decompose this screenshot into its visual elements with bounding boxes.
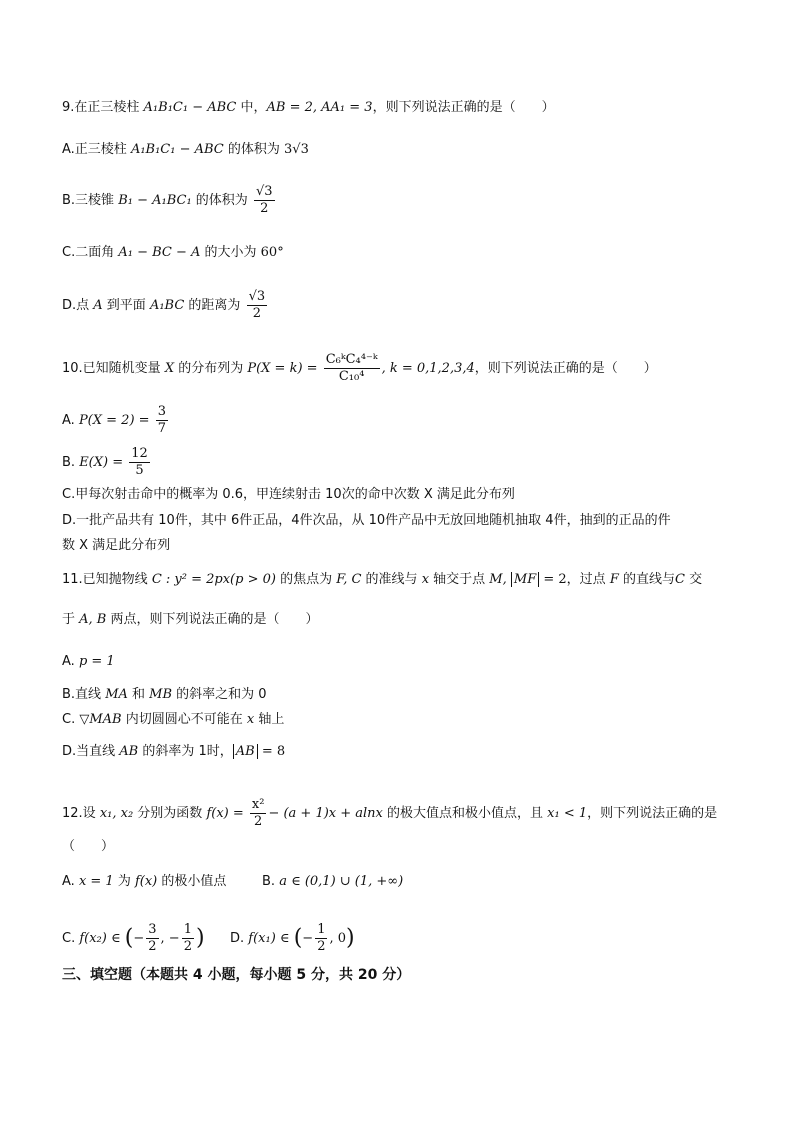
q9-option-d (62, 289, 269, 322)
q9-d-plane: A₁BC (149, 298, 185, 313)
q12-d-comma: , (329, 931, 338, 946)
q9-option-a (62, 141, 309, 159)
q9-a-prism: A₁B₁C₁ − ABC (130, 142, 224, 157)
q10-option-d-line1: D.一批产品共有 10件，其中 6件正品，4件次品，从 10件产品中无放回地随机抽取 4件，抽到的正品的件 (62, 513, 671, 528)
q9-b-label: B.三棱锥 (62, 193, 119, 208)
q11-text5: ，过点 (566, 572, 610, 587)
q9-option-b (62, 184, 277, 217)
q11-b-text: 和 (127, 687, 150, 702)
q11-eq2: = 2 (539, 572, 567, 587)
q9-c-label: C.二面角 (62, 245, 119, 260)
q12-c-d2: 2 (183, 939, 192, 954)
q10-stem (62, 352, 657, 385)
q9-d-num: √3 (248, 289, 266, 304)
q12-fraction (250, 797, 267, 830)
q11-a-label: A. (62, 654, 79, 669)
q9-d-text2: 的距离为 (184, 298, 241, 313)
q12-d-zero: 0 (337, 931, 347, 946)
q11-option-a (62, 653, 115, 671)
q12-num: x² (251, 797, 265, 812)
q12-c-n2: 1 (183, 922, 192, 937)
q11-text9: 两点，则下列说法正确的是（ ） (106, 612, 319, 627)
q10-b-fraction (129, 446, 150, 479)
q9-d-point: A (93, 298, 103, 313)
q12-d-d1: 2 (317, 939, 326, 954)
q10-stem-text2: 的分布列为 (174, 361, 248, 376)
q12-c-comma: , − (160, 931, 180, 946)
q9-a-label: A.正三棱柱 (62, 142, 131, 157)
q11-b-ma: MA (105, 687, 128, 702)
q10-option-a (62, 404, 170, 437)
q10-a-expr: P(X = 2) = (78, 413, 150, 428)
q9-stem-text2: 中， (236, 100, 267, 115)
q11-c-x: x (246, 712, 255, 727)
q10-prob: P(X = k) = (247, 361, 318, 376)
q10-num: C₆ᵏC₄⁴⁻ᵏ (325, 352, 378, 367)
q9-a-value: 3√3 (284, 142, 309, 157)
q12-d-n1: 1 (317, 922, 326, 937)
q12-paren: （ ） (62, 839, 115, 854)
q11-text2: 的焦点为 (275, 572, 337, 587)
q11-text3: 的准线与 (361, 572, 422, 587)
q11-text8: 于 (62, 612, 80, 627)
q9-b-num: √3 (255, 184, 273, 199)
q12-cond: x₁ < 1 (547, 806, 588, 821)
q10-fraction (324, 352, 380, 385)
q12-option-d (230, 922, 355, 955)
q11-b-label: B.直线 (62, 687, 106, 702)
q10-stem-text: 10.已知随机变量 (62, 361, 165, 376)
q12-c-minus1: − (133, 931, 145, 946)
q10-a-num: 3 (157, 404, 166, 419)
q11-d-abs: AB (233, 744, 258, 759)
q9-stem-text3: ，则下列说法正确的是（ ） (372, 100, 555, 115)
q12-a-label: A. (62, 874, 79, 889)
q11-c-text2: 轴上 (254, 712, 285, 727)
q12-d-f: f(x₁) ∈ (248, 931, 290, 946)
section-3-heading: 三、填空题（本题共 4 小题，每小题 5 分，共 20 分） (62, 967, 411, 983)
q11-x: x (421, 572, 430, 587)
q12-option-c (62, 922, 205, 955)
q11-option-b (62, 686, 267, 704)
q9-b-den: 2 (260, 201, 269, 216)
q11-f: F (609, 572, 619, 587)
q12-b-label: B. (262, 874, 280, 889)
q11-m: M, (489, 572, 507, 587)
q11-b-mb: MB (149, 687, 173, 702)
q10-b-label: B. (62, 455, 80, 470)
q11-stem-line1 (62, 571, 702, 589)
q10-a-label: A. (62, 413, 79, 428)
q9-a-text: 的体积为 (223, 142, 285, 157)
q9-d-den: 2 (252, 306, 261, 321)
q12-option-a (62, 873, 226, 891)
q12-c-frac1 (146, 922, 158, 955)
q12-d-open-paren: ( (293, 925, 303, 951)
q10-option-b (62, 446, 152, 479)
q12-text4: ，则下列说法正确的是 (587, 806, 718, 821)
q11-d-label: D.当直线 (62, 744, 120, 759)
q12-c-label: C. (62, 931, 80, 946)
q12-b-expr: a ∈ (0,1) ∪ (1, +∞) (279, 874, 404, 889)
q11-option-c (62, 711, 284, 729)
q11-b-text2: 的斜率之和为 0 (172, 687, 267, 702)
q10-a-fraction (156, 404, 168, 437)
q11-c-label: C. (62, 712, 80, 727)
q12-c-f: f(x₂) ∈ (79, 931, 121, 946)
q12-c-n1: 3 (148, 922, 157, 937)
q12-option-b (262, 873, 403, 891)
q11-c: C (674, 572, 685, 587)
q11-ab: A, B (79, 612, 107, 627)
q12-a-f: f(x) (134, 874, 158, 889)
q12-d-label: D. (230, 931, 249, 946)
q12-rest: − (a + 1)x + alnx (268, 806, 383, 821)
q9-given: AB = 2, AA₁ = 3 (266, 100, 373, 115)
q12-a-text2: 的极小值点 (157, 874, 227, 889)
q9-stem-text: 9.在正三棱柱 (62, 100, 144, 115)
q11-text1: 11.已知抛物线 (62, 572, 152, 587)
q10-stem-text3: ，则下列说法正确的是（ ） (474, 361, 657, 376)
q9-b-pyramid: B₁ − A₁BC₁ (118, 193, 192, 208)
q11-text7: 交 (684, 572, 703, 587)
q12-den: 2 (254, 814, 263, 829)
q12-c-d1: 2 (148, 939, 157, 954)
q10-option-d-line2: 数 X 满足此分布列 (62, 538, 171, 553)
q12-d-minus: − (302, 931, 314, 946)
q11-a-expr: p = 1 (78, 654, 115, 669)
q11-d-text: 的斜率为 1时， (138, 744, 233, 759)
q11-d-value: = 8 (257, 744, 286, 759)
q9-b-fraction (254, 184, 275, 217)
q9-b-text: 的体积为 (191, 193, 248, 208)
q9-d-fraction (247, 289, 268, 322)
q12-text2: 分别为函数 (133, 806, 207, 821)
q10-k: , k = 0,1,2,3,4 (381, 361, 475, 376)
q11-mf-abs: MF (511, 572, 539, 587)
q12-c-close-paren: ) (195, 925, 205, 951)
q12-a-expr: x = 1 (78, 874, 114, 889)
q12-text1: 12.设 (62, 806, 100, 821)
q10-b-expr: E(X) = (79, 455, 124, 470)
q11-d-ab: AB (119, 744, 139, 759)
q9-d-label: D.点 (62, 298, 94, 313)
q12-c-frac2 (182, 922, 194, 955)
q9-option-c (62, 244, 284, 262)
q11-text6: 的直线与 (618, 572, 675, 587)
q9-stem (62, 99, 555, 117)
q12-d-close-paren: ) (346, 925, 355, 951)
q11-stem-line2 (62, 611, 319, 629)
q10-b-num: 12 (131, 446, 148, 461)
q12-x12: x₁, x₂ (99, 806, 134, 821)
q11-c-triangle: ▽MAB (79, 712, 122, 727)
q10-a-den: 7 (157, 421, 166, 436)
q11-option-d (62, 743, 285, 761)
q11-text4: 轴交于点 (429, 572, 490, 587)
q11-fc: F, C (336, 572, 362, 587)
q12-stem (62, 797, 717, 830)
q10-var: X (164, 361, 175, 376)
q12-f: f(x) = (206, 806, 244, 821)
q12-d-frac (315, 922, 327, 955)
q9-d-text: 到平面 (102, 298, 150, 313)
q10-option-c: C.甲每次射击命中的概率为 0.6，甲连续射击 10次的命中次数 X 满足此分布列 (62, 487, 515, 502)
q11-c-text: 内切圆圆心不可能在 (121, 712, 247, 727)
q10-den: C₁₀⁴ (338, 369, 365, 384)
q12-text3: 的极大值点和极小值点，且 (382, 806, 548, 821)
q9-c-value: 60° (260, 245, 284, 260)
q9-prism: A₁B₁C₁ − ABC (143, 100, 237, 115)
q11-curve: C : y² = 2px(p > 0) (151, 572, 276, 587)
q9-c-text: 的大小为 (200, 245, 261, 260)
q9-c-angle: A₁ − BC − A (118, 245, 201, 260)
q12-a-text: 为 (113, 874, 135, 889)
q10-b-den: 5 (135, 463, 144, 478)
q12-c-open-paren: ( (124, 925, 134, 951)
